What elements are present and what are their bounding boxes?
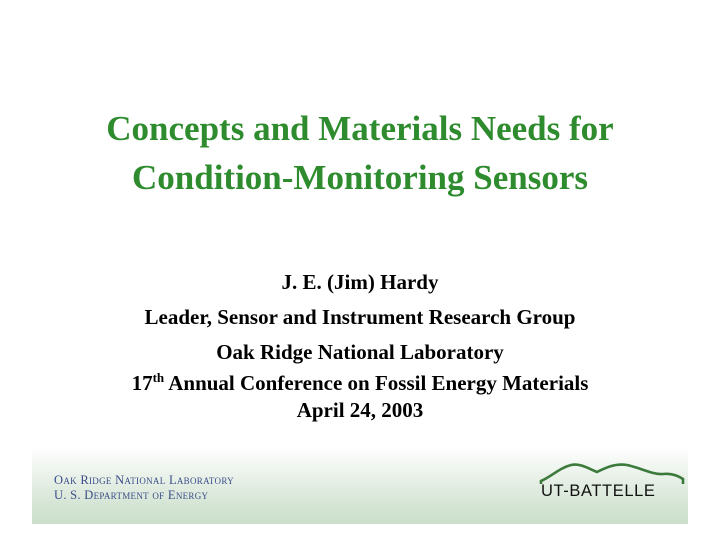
ut-battelle-logo: [537, 460, 687, 504]
org-name-block: [54, 473, 234, 503]
mountain-outline-icon: [537, 460, 687, 484]
presenter-info: [40, 265, 680, 424]
slide-title-line-1: Concepts and Materials Needs for: [106, 109, 614, 148]
lab-name: Oak Ridge National Laboratory: [216, 340, 504, 364]
slide-title-line-2: Condition-Monitoring Sensors: [131, 158, 589, 197]
logo-text: UT-BATTELLE: [541, 482, 656, 500]
presentation-date: April 24, 2003: [296, 398, 424, 422]
conference-rest: Annual Conference on Fossil Energy Materials: [164, 371, 589, 395]
conference-ordinal-suffix: th: [152, 370, 165, 385]
conference-name: [40, 370, 680, 397]
author-name: J. E. (Jim) Hardy: [281, 270, 439, 294]
slide-title: [40, 104, 680, 202]
footer-band: [32, 447, 688, 524]
org-line-doe: U. S. Department of Energy: [54, 488, 209, 502]
org-line-lab: Oak Ridge National Laboratory: [54, 473, 234, 487]
author-role: Leader, Sensor and Instrument Research Group: [144, 305, 576, 329]
conference-ordinal: 17: [131, 371, 153, 395]
